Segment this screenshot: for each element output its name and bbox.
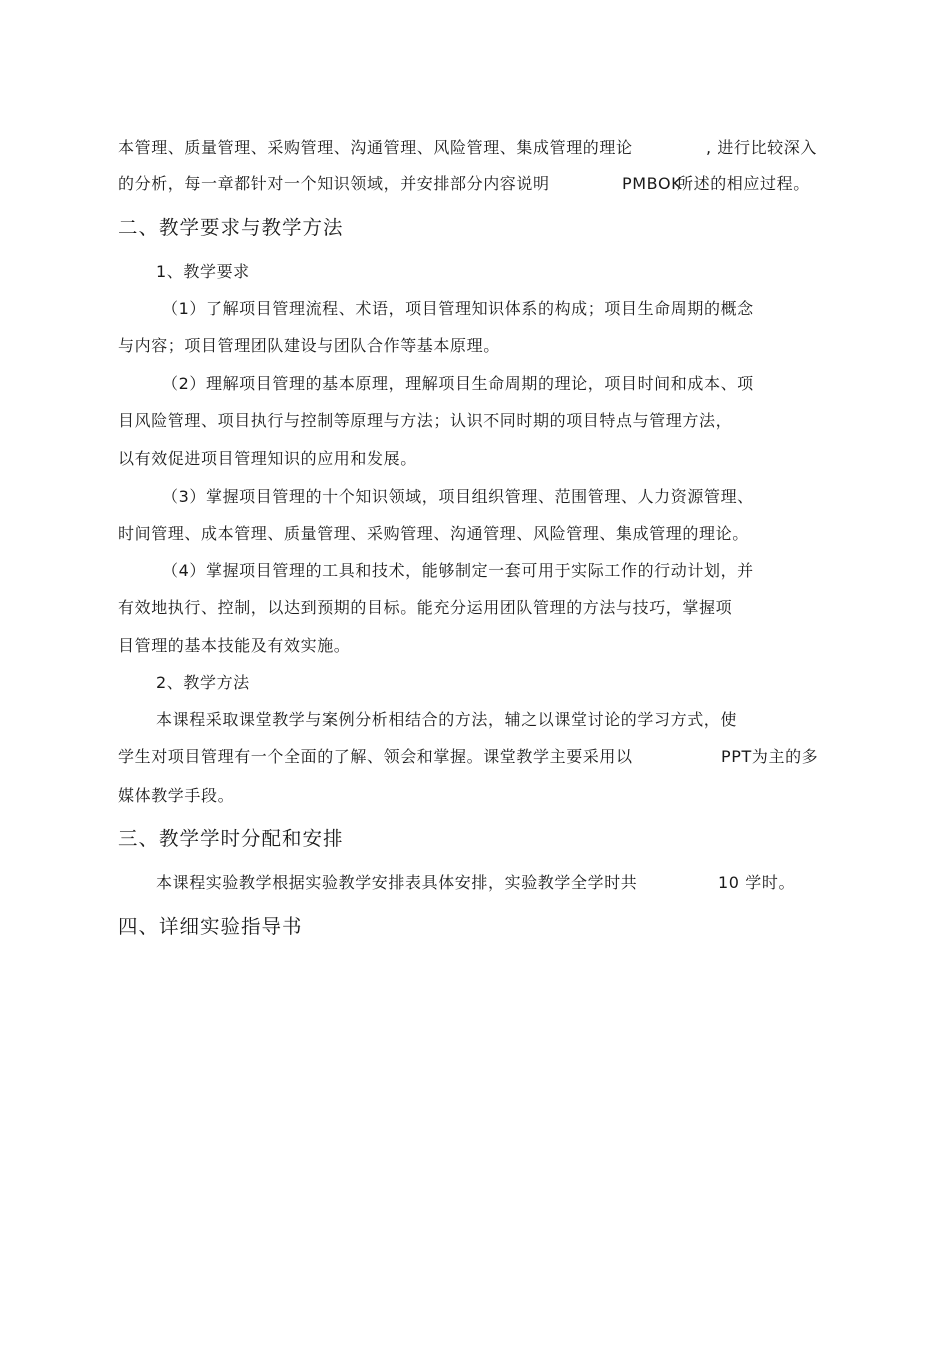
text-line (677, 174, 810, 194)
text-line: （3）掌握项目管理的十个知识领域，项目组织管理、范围管理、人力资源管理、 (162, 487, 754, 506)
text-line: 本课程实验教学根据实验教学安排表具体安排，实验教学全学时共 (156, 873, 638, 892)
section-heading: 三、教学学时分配和安排 (118, 827, 344, 850)
section-heading: 二、教学要求与教学方法 (118, 216, 344, 239)
text-line: 有效地执行、控制，以达到预期的目标。能充分运用团队管理的方法与技巧，掌握项 (118, 598, 733, 617)
text-line: PPT为主的多 (721, 747, 819, 766)
text-line: 目风险管理、项目执行与控制等原理与方法；认识不同时期的项目特点与管理方法， (118, 411, 733, 430)
text-line: 与内容；项目管理团队建设与团队合作等基本原理。 (118, 336, 500, 355)
text-line: 学生对项目管理有一个全面的了解、领会和掌握。课堂教学主要采用以 (118, 747, 633, 766)
text-run: 所述的相应过程。 (677, 174, 810, 193)
text-line (118, 174, 550, 194)
text-run: 本管理、质量管理、采购管理、沟通管理、风险管理、集成管理的理论 (118, 138, 633, 157)
text-line: （2）理解项目管理的基本原理，理解项目生命周期的理论，项目时间和成本、项 (162, 374, 754, 393)
text-line: 10 学时。 (718, 873, 796, 892)
subsection-heading: 1、教学要求 (156, 262, 250, 281)
text-run: PMBOK (622, 174, 683, 193)
text-line: （1）了解项目管理流程、术语，项目管理知识体系的构成；项目生命周期的概念 (162, 299, 754, 318)
text-line: 目管理的基本技能及有效实施。 (118, 636, 351, 655)
text-line: 时间管理、成本管理、质量管理、采购管理、沟通管理、风险管理、集成管理的理论。 (118, 524, 749, 543)
text-line (622, 174, 682, 194)
text-line: 以有效促进项目管理知识的应用和发展。 (118, 449, 417, 468)
text-line (706, 138, 817, 158)
text-line: 本课程采取课堂教学与案例分析相结合的方法，辅之以课堂讨论的学习方式，使 (156, 710, 738, 729)
section-heading: 四、详细实验指导书 (118, 915, 303, 938)
text-line: （4）掌握项目管理的工具和技术，能够制定一套可用于实际工作的行动计划，并 (162, 561, 754, 580)
text-run: 的分析，每一章都针对一个知识领域，并安排部分内容说明 (118, 174, 550, 193)
subsection-heading: 2、教学方法 (156, 673, 250, 692)
text-line (118, 138, 633, 158)
text-line: 媒体教学手段。 (118, 786, 235, 805)
text-run: , 进行比较深入 (706, 138, 817, 157)
